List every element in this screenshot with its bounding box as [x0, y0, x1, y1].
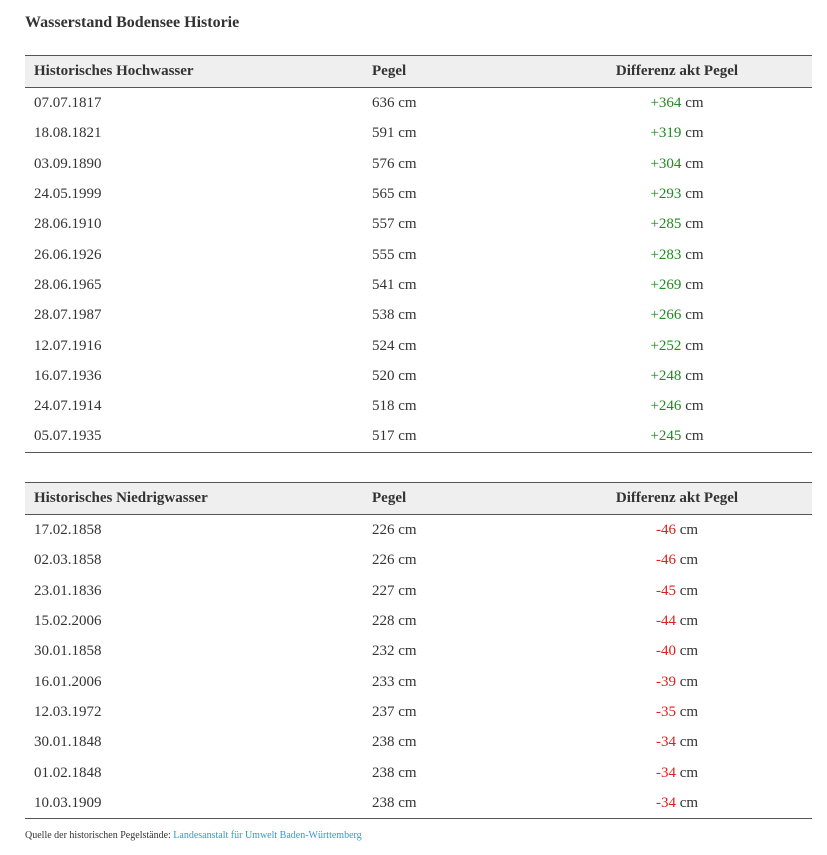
- difference-unit: cm: [685, 95, 704, 112]
- table-row: [25, 118, 812, 148]
- difference-unit: cm: [679, 522, 699, 539]
- level-cell: 557 cm: [372, 216, 417, 233]
- difference-cell: [542, 606, 812, 636]
- table-row: [25, 576, 812, 606]
- difference-value: +245: [650, 428, 682, 445]
- table-row: [25, 300, 812, 330]
- source-link[interactable]: Landesanstalt für Umwelt Baden-Württemberg: [173, 830, 362, 841]
- level-cell: 538 cm: [372, 307, 417, 324]
- level-cell: 238 cm: [372, 734, 417, 751]
- date-cell: 24.07.1914: [34, 398, 102, 415]
- high-water-rows: [25, 88, 812, 453]
- date-cell: 26.06.1926: [34, 246, 102, 263]
- date-cell: 28.06.1910: [34, 216, 102, 233]
- date-cell: 28.06.1965: [34, 276, 102, 293]
- level-cell: 226 cm: [372, 522, 417, 539]
- date-cell: 16.07.1936: [34, 367, 102, 384]
- source-label: Quelle der historischen Pegelstände:: [25, 830, 174, 841]
- difference-unit: cm: [679, 613, 699, 630]
- difference-unit: cm: [685, 307, 704, 324]
- difference-value: -34: [655, 764, 676, 781]
- difference-unit: cm: [685, 246, 704, 263]
- date-cell: 16.01.2006: [34, 673, 102, 690]
- level-cell: 228 cm: [372, 613, 417, 630]
- table-row: [25, 330, 812, 360]
- difference-cell: [542, 149, 812, 179]
- table-row: [25, 545, 812, 575]
- level-cell: 517 cm: [363, 421, 542, 452]
- difference-unit: cm: [685, 186, 704, 203]
- difference-value: -40: [655, 643, 676, 660]
- difference-cell: [542, 636, 812, 666]
- difference-cell: [542, 788, 812, 819]
- difference-unit: cm: [685, 428, 704, 445]
- table-header-row: [25, 56, 812, 88]
- difference-value: +248: [650, 367, 682, 384]
- date-cell: 28.07.1987: [34, 307, 102, 324]
- high-water-table: [25, 55, 812, 453]
- date-cell: 01.02.1848: [34, 764, 102, 781]
- difference-unit: cm: [679, 764, 699, 781]
- difference-unit: cm: [679, 734, 699, 751]
- difference-unit: cm: [679, 552, 699, 569]
- difference-cell: [542, 330, 812, 360]
- difference-unit: cm: [685, 155, 704, 172]
- source-footnote: [25, 829, 362, 843]
- level-cell: 576 cm: [372, 155, 417, 172]
- difference-unit: cm: [679, 673, 699, 690]
- difference-unit: cm: [685, 398, 704, 415]
- column-header-difference: Differenz akt Pegel: [542, 56, 812, 88]
- table-row: [25, 697, 812, 727]
- difference-cell: [542, 361, 812, 391]
- table-row: [25, 179, 812, 209]
- difference-value: +283: [650, 246, 682, 263]
- table-row: [25, 788, 812, 819]
- difference-unit: cm: [685, 125, 704, 142]
- date-cell: 17.02.1858: [34, 522, 102, 539]
- date-cell: 03.09.1890: [34, 155, 102, 172]
- table-row: [25, 239, 812, 269]
- column-header-date: Historisches Niedrigwasser: [25, 483, 363, 515]
- difference-unit: cm: [679, 703, 699, 720]
- difference-value: +246: [650, 398, 682, 415]
- level-cell: 541 cm: [372, 276, 417, 293]
- table-row: [25, 666, 812, 696]
- column-header-level: Pegel: [363, 483, 542, 515]
- difference-cell: [542, 666, 812, 696]
- level-cell: 238 cm: [363, 788, 542, 819]
- date-cell: 07.07.1817: [34, 95, 102, 112]
- level-cell: 238 cm: [372, 764, 417, 781]
- difference-cell: [542, 757, 812, 787]
- difference-cell: [542, 300, 812, 330]
- difference-value: +293: [650, 186, 682, 203]
- difference-value: -34: [655, 734, 676, 751]
- level-cell: 232 cm: [372, 643, 417, 660]
- difference-value: +285: [650, 216, 682, 233]
- table-row: [25, 421, 812, 452]
- difference-value: -39: [655, 673, 676, 690]
- difference-cell: [542, 209, 812, 239]
- table-row: [25, 515, 812, 546]
- difference-unit: cm: [685, 276, 704, 293]
- difference-cell: [542, 118, 812, 148]
- date-cell: 05.07.1935: [25, 421, 363, 452]
- column-header-level: Pegel: [363, 56, 542, 88]
- difference-value: +269: [650, 276, 682, 293]
- table-row: [25, 757, 812, 787]
- difference-value: -34: [655, 794, 676, 811]
- level-cell: 237 cm: [372, 703, 417, 720]
- difference-value: +304: [650, 155, 682, 172]
- date-cell: 10.03.1909: [25, 788, 363, 819]
- table-row: [25, 391, 812, 421]
- table-row: [25, 606, 812, 636]
- table-row: [25, 636, 812, 666]
- difference-cell: [542, 179, 812, 209]
- table-row: [25, 88, 812, 119]
- page-title: Wasserstand Bodensee Historie: [25, 14, 240, 31]
- difference-cell: [542, 545, 812, 575]
- table-row: [25, 209, 812, 239]
- table-row: [25, 149, 812, 179]
- column-header-date: Historisches Hochwasser: [25, 56, 363, 88]
- level-cell: 591 cm: [372, 125, 417, 142]
- difference-cell: [542, 421, 812, 452]
- level-cell: 524 cm: [372, 337, 417, 354]
- difference-cell: [542, 697, 812, 727]
- low-water-rows: [25, 515, 812, 819]
- difference-unit: cm: [679, 582, 699, 599]
- difference-unit: cm: [685, 367, 704, 384]
- table-row: [25, 270, 812, 300]
- level-cell: 518 cm: [372, 398, 417, 415]
- difference-cell: [542, 576, 812, 606]
- difference-value: -35: [655, 703, 676, 720]
- level-cell: 636 cm: [372, 95, 417, 112]
- date-cell: 30.01.1848: [34, 734, 102, 751]
- difference-value: -46: [655, 552, 676, 569]
- date-cell: 12.07.1916: [34, 337, 102, 354]
- level-cell: 520 cm: [372, 367, 417, 384]
- difference-cell: [542, 239, 812, 269]
- low-water-table: [25, 482, 812, 819]
- level-cell: 226 cm: [372, 552, 417, 569]
- difference-value: +319: [650, 125, 682, 142]
- date-cell: 23.01.1836: [34, 582, 102, 599]
- difference-value: -45: [655, 582, 676, 599]
- difference-unit: cm: [685, 216, 704, 233]
- level-cell: 233 cm: [372, 673, 417, 690]
- difference-value: -44: [655, 613, 676, 630]
- date-cell: 12.03.1972: [34, 703, 102, 720]
- difference-value: +252: [650, 337, 682, 354]
- date-cell: 24.05.1999: [34, 186, 102, 203]
- difference-value: +266: [650, 307, 682, 324]
- difference-unit: cm: [679, 794, 699, 811]
- date-cell: 18.08.1821: [34, 125, 102, 142]
- level-cell: 565 cm: [372, 186, 417, 203]
- date-cell: 15.02.2006: [34, 613, 102, 630]
- table-header-row: [25, 483, 812, 515]
- level-cell: 555 cm: [372, 246, 417, 263]
- difference-cell: [542, 515, 812, 546]
- date-cell: 02.03.1858: [34, 552, 102, 569]
- difference-cell: [542, 391, 812, 421]
- difference-cell: [542, 727, 812, 757]
- difference-unit: cm: [679, 643, 699, 660]
- date-cell: 30.01.1858: [34, 643, 102, 660]
- table-row: [25, 727, 812, 757]
- difference-unit: cm: [685, 337, 704, 354]
- column-header-difference: Differenz akt Pegel: [542, 483, 812, 515]
- table-row: [25, 361, 812, 391]
- difference-value: +364: [650, 95, 682, 112]
- level-cell: 227 cm: [372, 582, 417, 599]
- difference-cell: [542, 270, 812, 300]
- difference-value: -46: [655, 522, 676, 539]
- difference-cell: [542, 88, 812, 119]
